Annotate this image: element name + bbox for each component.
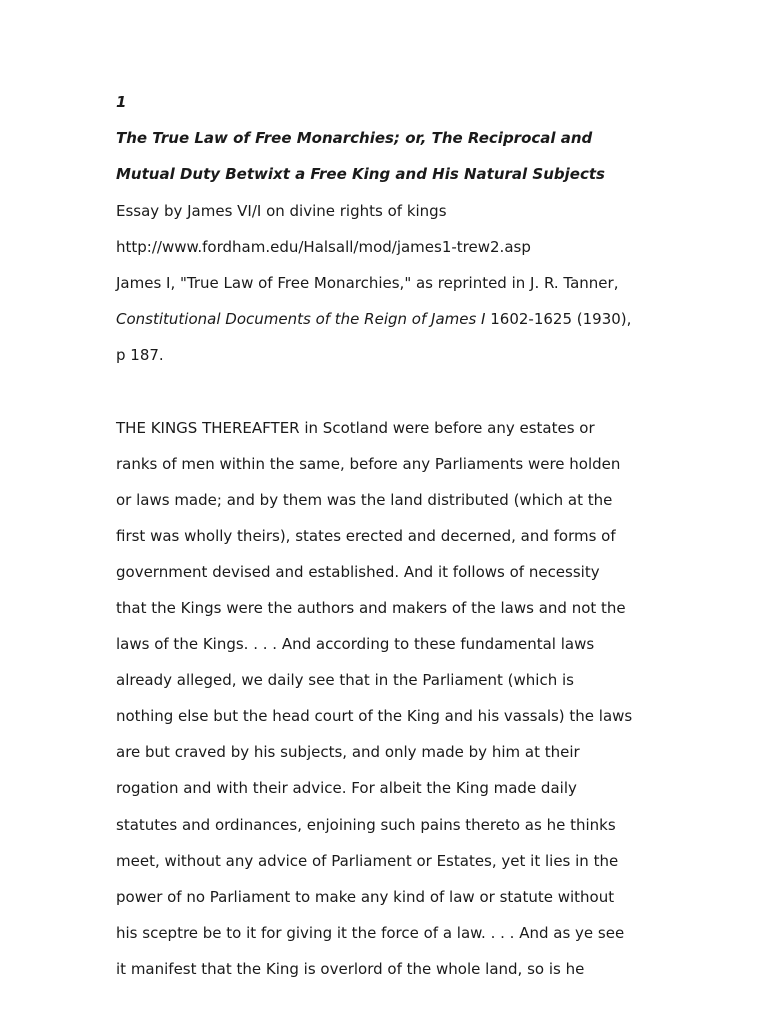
page-number: 1 <box>116 93 127 111</box>
body-line: it manifest that the King is overlord of the whole land, so is he <box>116 960 585 978</box>
citation-line-3: p 187. <box>116 346 164 364</box>
source-url: http://www.fordham.edu/Halsall/mod/james1-trew2.asp <box>116 238 531 256</box>
title-line-1: The True Law of Free Monarchies; or, The Reciprocal and <box>116 129 593 147</box>
body-line: meet, without any advice of Parliament or Estates, yet it lies in the <box>116 852 619 870</box>
body-line: power of no Parliament to make any kind of law or statute without <box>116 888 615 906</box>
citation-line-2 <box>116 309 631 329</box>
body-line: ranks of men within the same, before any Parliaments were holden <box>116 455 621 473</box>
body-line: THE KINGS THEREAFTER in Scotland were before any estates or <box>116 419 595 437</box>
body-line: statutes and ordinances, enjoining such pains thereto as he thinks <box>116 816 616 834</box>
citation-line-2-rest: 1602-1625 (1930), <box>485 310 632 328</box>
body-line: government devised and established. And it follows of necessity <box>116 563 600 581</box>
body-line: rogation and with their advice. For albeit the King made daily <box>116 779 577 797</box>
citation-book-title: Constitutional Documents of the Reign of James I <box>116 310 486 328</box>
body-line: already alleged, we daily see that in the Parliament (which is <box>116 671 574 689</box>
body-line: nothing else but the head court of the King and his vassals) the laws <box>116 707 633 725</box>
body-line: are but craved by his subjects, and only made by him at their <box>116 743 580 761</box>
body-line: his sceptre be to it for giving it the force of a law. . . . And as ye see <box>116 924 625 942</box>
body-line: or laws made; and by them was the land distributed (which at the <box>116 491 613 509</box>
body-line: that the Kings were the authors and makers of the laws and not the <box>116 599 626 617</box>
body-line: first was wholly theirs), states erected and decerned, and forms of <box>116 527 616 545</box>
body-line: laws of the Kings. . . . And according to these fundamental laws <box>116 635 595 653</box>
description: Essay by James VI/I on divine rights of kings <box>116 202 447 220</box>
citation-line-1: James I, "True Law of Free Monarchies," as reprinted in J. R. Tanner, <box>116 274 619 292</box>
title-line-2: Mutual Duty Betwixt a Free King and His Natural Subjects <box>116 165 605 183</box>
